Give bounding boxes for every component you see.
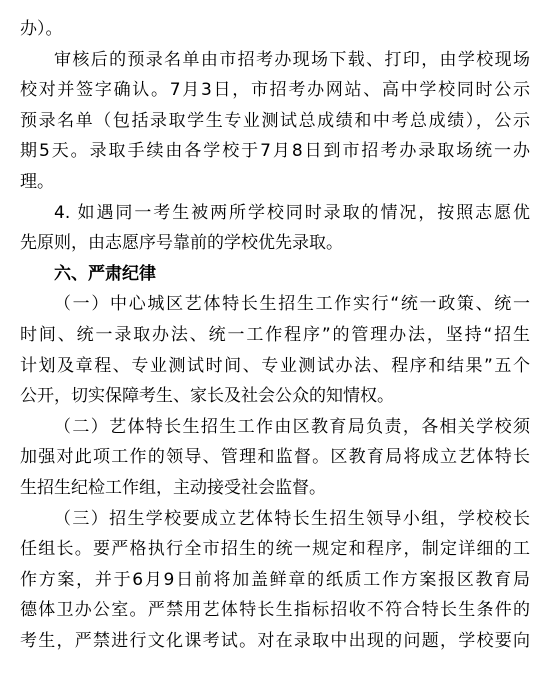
text-line: 时间、统一录取办法、统一工作程序”的管理办法，坚持“招生: [20, 324, 530, 345]
text-line-paragraph-start: （二）艺体特长生招生工作由区教育局负责，各相关学校须: [54, 416, 530, 437]
text-line-paragraph-end: 先原则，由志愿序号靠前的学校优先录取。: [20, 233, 343, 254]
text-line: 考生，严禁进行文化课考试。对在录取中出现的问题，学校要向: [20, 630, 530, 651]
text-line: 加强对此项工作的领导、管理和监督。区教育局将成立艺体特长: [20, 447, 530, 468]
text-line-paragraph-start: （三）招生学校要成立艺体特长生招生领导小组，学校校长: [54, 508, 530, 529]
text-line-paragraph-start: 审核后的预录名单由市招考办现场下载、打印，由学校现场: [54, 49, 530, 70]
text-line: 任组长。要严格执行全市招生的统一规定和程序，制定详细的工: [20, 539, 530, 560]
section-heading: 六、严肃纪律: [54, 263, 156, 284]
text-line: 校对并签字确认。7月3日，市招考办网站、高中学校同时公示: [20, 80, 530, 101]
text-line: 期5天。录取手续由各学校于7月8日到市招考办录取场统一办: [20, 141, 530, 162]
text-line-paragraph-end: 公开，切实保障考生、家长及社会公众的知情权。: [20, 386, 394, 407]
text-line-paragraph-end: 理。: [20, 171, 54, 192]
text-line-paragraph-start: （一）中心城区艺体特长生招生工作实行“统一政策、统一: [54, 294, 530, 315]
text-line: 作方案，并于6月9日前将加盖鲜章的纸质工作方案报区教育局: [20, 569, 530, 590]
text-line-continuation: 办）。: [20, 19, 63, 39]
text-line: 计划及章程、专业测试时间、专业测试办法、程序和结果”五个: [20, 355, 530, 376]
text-line: 德体卫办公室。严禁用艺体特长生指标招收不符合特长生条件的: [20, 600, 530, 621]
text-line: 预录名单（包括录取学生专业测试总成绩和中考总成绩），公示: [20, 110, 530, 131]
text-line-paragraph-start: 4. 如遇同一考生被两所学校同时录取的情况，按照志愿优: [54, 202, 530, 223]
text-line-paragraph-end: 生招生纪检工作组，主动接受社会监督。: [20, 477, 326, 498]
